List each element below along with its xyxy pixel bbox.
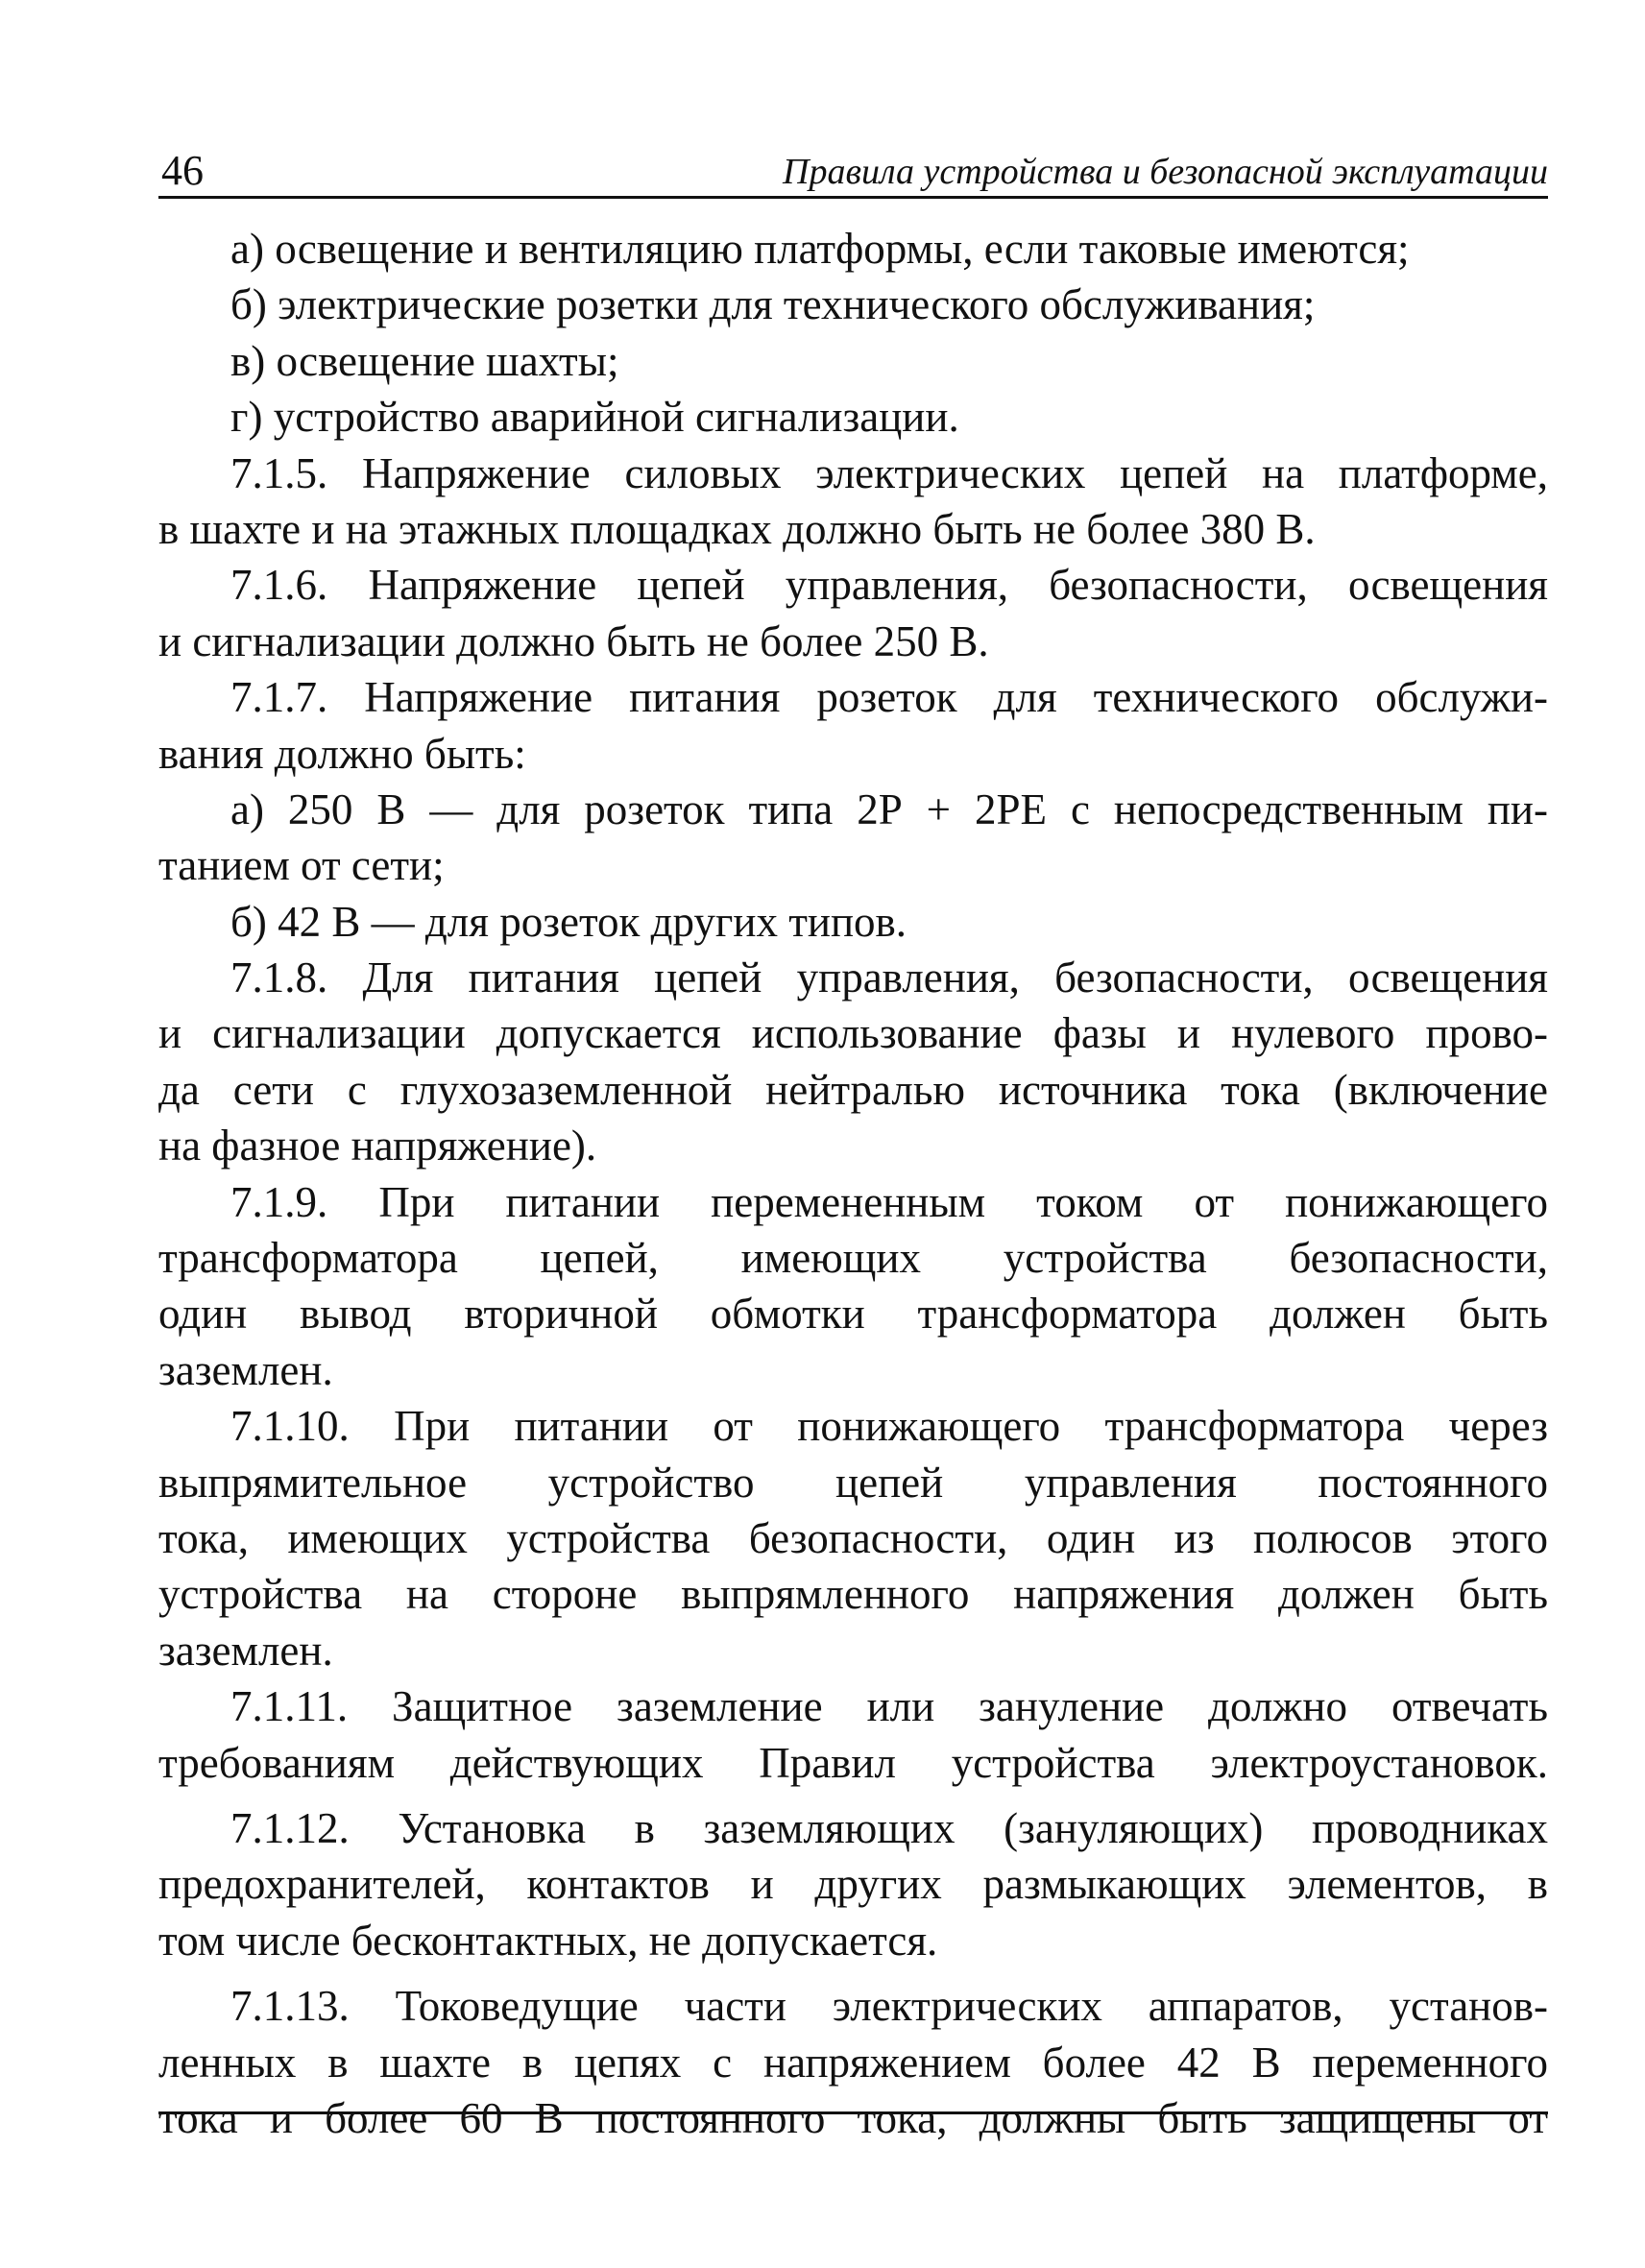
body-text [158, 221, 1548, 2146]
bottom-rule [158, 2111, 1548, 2114]
running-title: Правила устройства и безопасной эксплуатации [783, 152, 1548, 192]
text-line: а) освещение и вентиляцию платформы, если таковые имеются; [230, 225, 1410, 273]
text-line: 7.1.9. При питании перемененным током от понижающего [230, 1177, 1548, 1226]
text-line: а) 250 В — для розеток типа 2Р + 2РЕ с непосредственным пи- [230, 784, 1548, 833]
text-line: тока, имеющих устройства безопасности, один из полюсов этого [158, 1513, 1548, 1562]
text-line: заземлен. [158, 1626, 333, 1675]
running-header [158, 134, 1548, 199]
page-number: 46 [161, 147, 204, 194]
text-line: требованиям действующих Правил устройства электроустановок. [158, 1738, 1548, 1787]
text-line: трансформатора цепей, имеющих устройства безопасности, [158, 1234, 1548, 1283]
text-line: вания должно быть: [158, 729, 526, 778]
text-line: б) 42 В — для розеток других типов. [230, 897, 907, 946]
text-line: 7.1.12. Установка в заземляющих (зануляющих) проводниках [230, 1803, 1548, 1852]
text-line: и сигнализации должно быть не более 250 В. [158, 616, 989, 665]
text-line: устройства на стороне выпрямленного напряжения должен быть [158, 1570, 1548, 1619]
text-line: 7.1.11. Защитное заземление или зануление должно отвечать [230, 1682, 1548, 1731]
text-line: в) освещение шахты; [230, 336, 619, 385]
text-line: 7.1.8. Для питания цепей управления, безопасности, освещения [230, 953, 1548, 1002]
text-line: том числе бесконтактных, не допускается. [158, 1916, 938, 1965]
text-line: и сигнализации допускается использование фазы и нулевого прово- [158, 1009, 1548, 1058]
text-line: танием от сети; [158, 841, 445, 890]
document-page [158, 134, 1548, 2146]
text-line: предохранителей, контактов и других размыкающих элементов, в [158, 1860, 1548, 1909]
text-line: да сети с глухозаземленной нейтралью источника тока (включение [158, 1065, 1548, 1114]
text-line: в шахте и на этажных площадках должно быть не более 380 В. [158, 504, 1316, 553]
text-line: тока и более 60 В постоянного тока, должны быть защищены от [158, 2093, 1548, 2142]
text-line: один вывод вторичной обмотки трансформатора должен быть [158, 1290, 1548, 1339]
text-line: б) электрические розетки для технического обслуживания; [230, 280, 1316, 329]
text-line: 7.1.5. Напряжение силовых электрических цепей на платформе, [230, 448, 1548, 497]
text-line: заземлен. [158, 1345, 333, 1394]
text-line: на фазное напряжение). [158, 1122, 597, 1170]
text-line: 7.1.7. Напряжение питания розеток для технического обслужи- [230, 673, 1548, 722]
text-line: г) устройство аварийной сигнализации. [230, 393, 959, 442]
text-line: 7.1.10. При питании от понижающего трансформатора через [230, 1402, 1548, 1451]
text-line: 7.1.13. Токоведущие части электрических аппаратов, установ- [230, 1982, 1548, 2031]
text-line: 7.1.6. Напряжение цепей управления, безопасности, освещения [230, 561, 1548, 610]
text-line: выпрямительное устройство цепей управления постоянного [158, 1458, 1548, 1507]
text-line: ленных в шахте в цепях с напряжением более 42 В переменного [158, 2038, 1548, 2087]
